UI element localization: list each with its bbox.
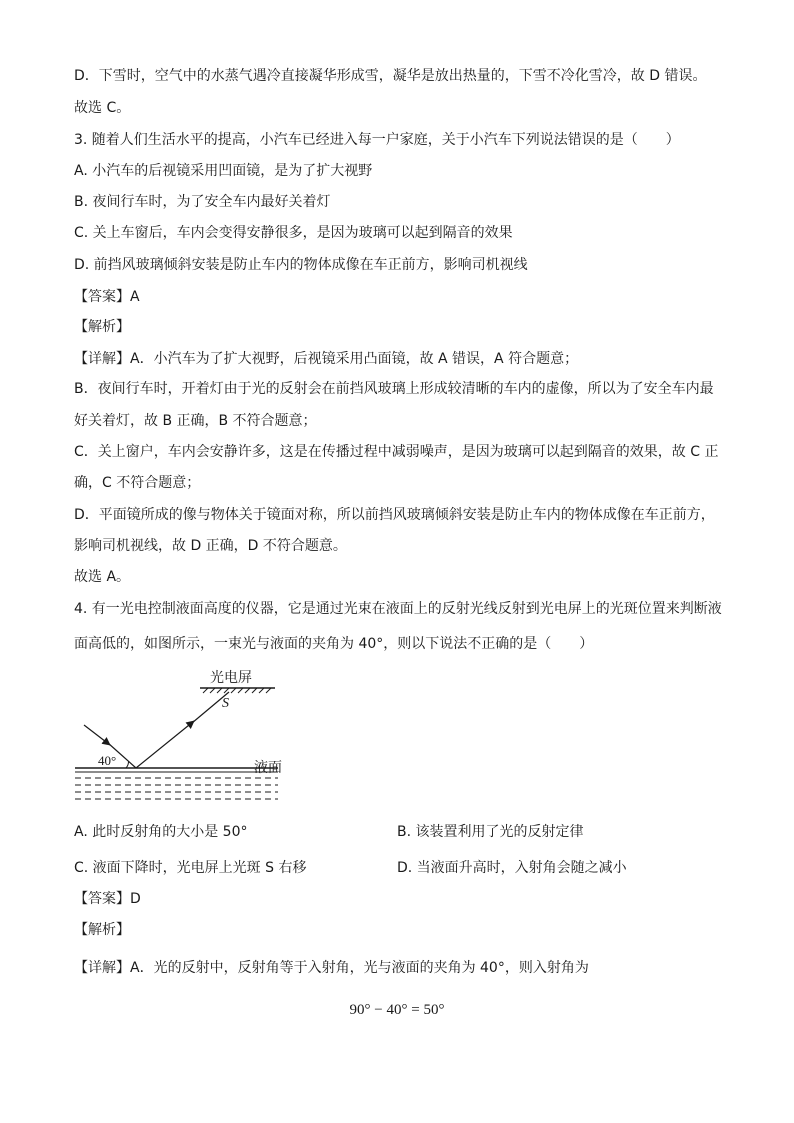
q4-option-d: D. 当液面升高时，入射角会随之减小 [397, 860, 627, 876]
q4-option-a: A. 此时反射角的大小是 50° [74, 824, 248, 840]
explanation-line: B．夜间行车时，开着灯由于光的反射会在前挡风玻璃上形成较清晰的车内的虚像，所以为了安全车内最 [74, 381, 714, 397]
question-4: 4. 有一光电控制液面高度的仪器，它是通过光束在液面上的反射光线反射到光电屏上的光斑位置来判断液 [74, 601, 722, 617]
explanation-line: 【详解】A．光的反射中，反射角等于入射角，光与液面的夹角为 40°，则入射角为 [74, 960, 589, 976]
question-3: 3. 随着人们生活水平的提高，小汽车已经进入每一户家庭，关于小汽车下列说法错误的是（ ） [74, 132, 680, 148]
option-a: A. 小汽车的后视镜采用凹面镜，是为了扩大视野 [74, 163, 373, 179]
question-4-cont: 面高低的，如图所示，一束光与液面的夹角为 40°，则以下说法不正确的是（ ） [74, 636, 594, 652]
formula: 90° − 40° = 50° [349, 1002, 445, 1018]
analysis-label: 【解析】 [74, 319, 130, 335]
analysis-label: 【解析】 [74, 922, 130, 938]
screen-label: 光电屏 [210, 671, 252, 686]
q4-option-c: C. 液面下降时，光电屏上光斑 S 右移 [74, 860, 307, 876]
text-line: D．下雪时，空气中的水蒸气遇冷直接凝华形成雪，凝华是放出热量的，下雪不冷化雪冷，故 D 错误。 [74, 68, 707, 84]
q4-option-b: B. 该装置利用了光的反射定律 [397, 824, 584, 840]
reflected-ray-lower [136, 721, 194, 768]
explanation-line: D．平面镜所成的像与物体关于镜面对称，所以前挡风玻璃倾斜安装是防止车内的物体成像在车正前方， [74, 507, 715, 523]
reflection-diagram [70, 668, 300, 808]
answer-label: 【答案】D [74, 891, 141, 907]
option-b: B. 夜间行车时，为了安全车内最好关着灯 [74, 194, 331, 210]
explanation-line: 影响司机视线，故 D 正确，D 不符合题意。 [74, 538, 347, 554]
explanation-line: 好关着灯，故 B 正确，B 不符合题意； [74, 413, 317, 429]
text-line: 故选 C。 [74, 100, 131, 116]
angle-arc [126, 761, 129, 768]
option-d: D. 前挡风玻璃倾斜安装是防止车内的物体成像在车正前方，影响司机视线 [74, 257, 528, 273]
text-line: 故选 A。 [74, 569, 131, 585]
option-c: C. 关上车窗后，车内会变得安静很多，是因为玻璃可以起到隔音的效果 [74, 225, 513, 241]
answer-label: 【答案】A [74, 289, 140, 305]
explanation-line: C．关上窗户，车内会安静许多，这是在传播过程中减弱噪声，是因为玻璃可以起到隔音的效果，故 C 正 [74, 444, 719, 460]
angle-label: 40° [98, 753, 117, 768]
liquid-label: 液面 [254, 760, 282, 776]
explanation-line: 确，C 不符合题意； [74, 475, 201, 491]
explanation-line: 【详解】A．小汽车为了扩大视野，后视镜采用凸面镜，故 A 错误，A 符合题意； [74, 351, 579, 367]
incident-ray-upper [84, 725, 110, 745]
liquid-surface [75, 768, 278, 799]
spot-label: S [222, 696, 229, 711]
